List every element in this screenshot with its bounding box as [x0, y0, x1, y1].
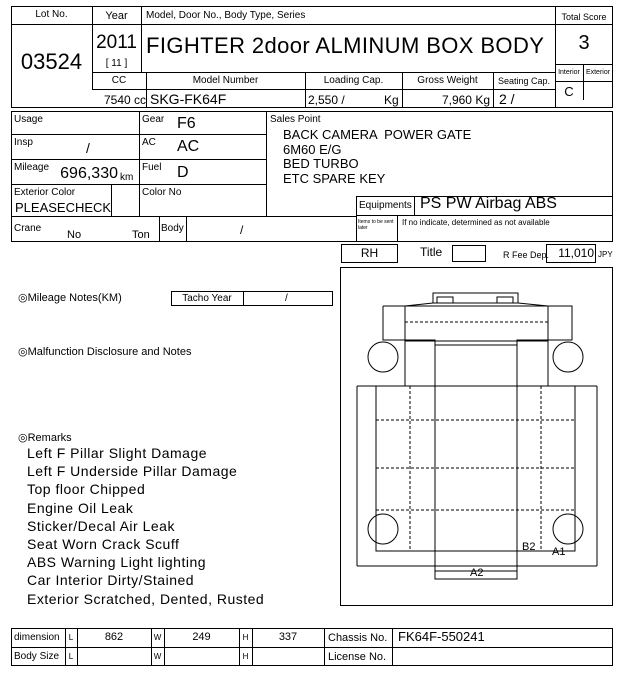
items-later-note: Items to be sent later: [358, 219, 394, 231]
crane-unit: Ton: [132, 229, 150, 241]
malfunction-label: ◎Malfunction Disclosure and Notes: [18, 346, 192, 358]
ac-label: AC: [142, 137, 156, 148]
diagram-mark-b2: B2: [522, 541, 536, 553]
front-left-wheel: [368, 342, 398, 372]
equipments-value: PS PW Airbag ABS: [420, 195, 557, 212]
exterior-label: Exterior: [585, 69, 611, 76]
tacho-value: /: [285, 293, 288, 304]
rh-value: RH: [360, 246, 379, 260]
height-label: H: [242, 633, 249, 642]
truck-diagram: [340, 267, 613, 606]
mileage-label: Mileage: [14, 162, 50, 173]
gear-value: F6: [177, 115, 196, 132]
model-number-value: SKG-FK64F: [150, 91, 227, 107]
sales-point-item: BACK CAMERA POWER GATE: [283, 127, 472, 142]
cc-value: 7540 cc: [103, 93, 146, 107]
loading-cap-value: 2,550 /: [308, 93, 345, 107]
gross-weight-value: 7,960 Kg: [441, 93, 490, 107]
body-size-label: Body Size: [14, 651, 60, 662]
rfee-label: R Fee Dep.: [503, 250, 550, 260]
total-score-label: Total Score: [561, 12, 607, 22]
remark-item: Left F Underside Pillar Damage: [27, 463, 238, 480]
year-label: Year: [105, 10, 128, 22]
interior-label: Interior: [558, 69, 580, 76]
remark-item: Sticker/Decal Air Leak: [27, 517, 175, 534]
mileage-unit: km: [120, 172, 134, 183]
sales-point-item: BED TURBO: [283, 156, 359, 172]
length-label: L: [68, 652, 74, 661]
sales-point-item: 6M60 E/G: [283, 141, 342, 157]
year-month: [ 11 ]: [105, 58, 128, 69]
crane-value: No: [67, 229, 82, 241]
model-description: FIGHTER 2door ALMINUM BOX BODY: [146, 33, 545, 58]
remark-item: Seat Worn Crack Scuff: [27, 536, 180, 553]
exterior-color-value: PLEASECHECK: [15, 200, 112, 215]
no-indicate-note: If no indicate, determined as not available: [402, 218, 550, 227]
model-label: Model, Door No., Body Type, Series: [146, 10, 306, 21]
diagram-mark-a1: A1: [552, 546, 566, 558]
usage-label: Usage: [14, 114, 43, 125]
exterior-color-label: Exterior Color: [14, 187, 76, 198]
remark-item: Engine Oil Leak: [27, 499, 134, 516]
insp-label: Insp: [14, 137, 33, 148]
title-label: Title: [420, 245, 443, 259]
seating-cap-value: 2 /: [499, 91, 515, 107]
remarks-label: ◎Remarks: [18, 432, 72, 444]
roof-cap: [433, 293, 518, 303]
chassis-label: Chassis No.: [328, 632, 388, 644]
interior-score: C: [564, 84, 574, 99]
remark-item: ABS Warning Light lighting: [27, 554, 207, 571]
mileage-value: 696,330: [60, 165, 118, 182]
height-value: 337: [278, 631, 298, 643]
color-no-label: Color No: [142, 187, 182, 198]
ac-value: AC: [177, 138, 200, 155]
gear-label: Gear: [142, 114, 165, 125]
fuel-label: Fuel: [142, 162, 162, 173]
remark-item: Exterior Scratched, Dented, Rusted: [27, 590, 265, 607]
front-right-wheel: [553, 342, 583, 372]
mileage-notes-label: ◎Mileage Notes(KM): [18, 292, 122, 304]
dimension-label: dimension: [14, 632, 60, 643]
chassis-value: FK64F-550241: [398, 629, 485, 644]
remarks-list: [27, 444, 264, 608]
width-label: W: [153, 652, 162, 661]
remark-item: Car Interior Dirty/Stained: [27, 572, 195, 589]
width-value: 249: [192, 631, 211, 643]
rear-right-wheel: [553, 514, 583, 544]
sales-point-label: Sales Point: [270, 114, 321, 125]
length-label: L: [68, 633, 74, 642]
tacho-label: Tacho Year: [182, 293, 232, 304]
remark-item: Left F Pillar Slight Damage: [27, 445, 208, 461]
insp-value: /: [86, 140, 90, 156]
rear-left-wheel: [368, 514, 398, 544]
year-value: 2011: [96, 32, 137, 53]
gross-weight-label: Gross Weight: [417, 75, 478, 86]
length-value: 862: [104, 631, 124, 643]
seating-cap-label: Seating Cap.: [497, 76, 551, 86]
cab-top-outline: [383, 306, 572, 340]
remark-item: Top floor Chipped: [27, 481, 146, 498]
loading-cap-unit: Kg: [384, 93, 399, 107]
rfee-value: 11,010: [558, 246, 594, 260]
width-label: W: [153, 633, 162, 642]
diagram-mark-a2: A2: [470, 567, 484, 579]
body-label: Body: [161, 223, 184, 234]
sales-point-item: ETC SPARE KEY: [283, 171, 386, 187]
height-label: H: [242, 652, 249, 661]
loading-cap-label: Loading Cap.: [323, 75, 384, 86]
cc-label: CC: [111, 75, 127, 86]
license-label: License No.: [328, 651, 387, 663]
title-box: [452, 245, 486, 262]
lot-number: 03524: [20, 49, 83, 74]
sales-point-list: [283, 128, 471, 187]
body-value: /: [240, 223, 244, 237]
rfee-unit: JPY: [598, 250, 613, 259]
lot-label: Lot No.: [35, 9, 68, 20]
total-score-value: 3: [578, 32, 590, 54]
crane-label: Crane: [14, 223, 42, 234]
fuel-value: D: [177, 164, 189, 181]
equipments-label: Equipments: [359, 200, 412, 211]
model-number-label: Model Number: [192, 75, 259, 86]
